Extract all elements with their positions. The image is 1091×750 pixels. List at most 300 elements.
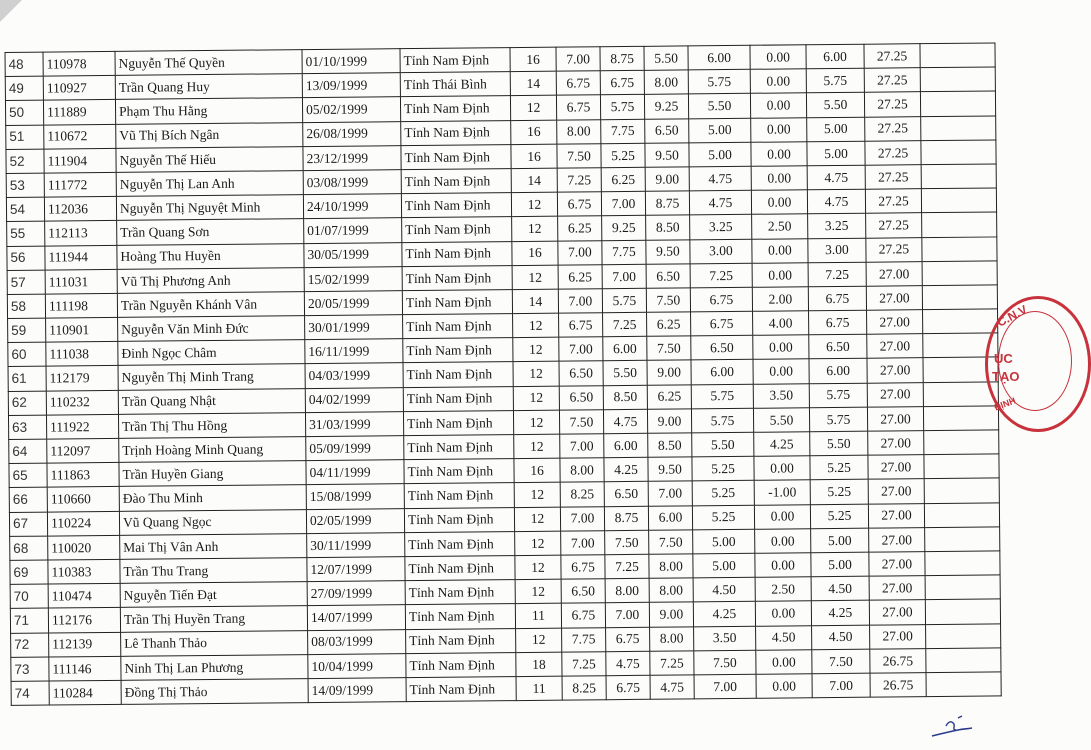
birth-date-cell: 13/09/1999 <box>302 73 400 98</box>
student-name-cell: Vũ Quang Ngọc <box>119 509 306 535</box>
score-2-cell: 9.25 <box>602 216 646 241</box>
birth-date-cell: 01/07/1999 <box>304 218 402 243</box>
score-5-cell: 0.00 <box>754 456 810 481</box>
score-6-cell: 7.25 <box>808 262 866 287</box>
row-number-cell: 60 <box>8 342 46 367</box>
province-cell: Tỉnh Nam Định <box>405 531 515 556</box>
score-6-cell: 7.50 <box>812 649 870 674</box>
score-5-cell: 0.00 <box>753 359 809 384</box>
score-5-cell: 0.00 <box>754 504 810 529</box>
group-code-cell: 12 <box>514 507 560 532</box>
score-1-cell: 8.00 <box>557 119 601 144</box>
score-5-cell: 4.25 <box>754 432 810 457</box>
table-body <box>5 43 1001 706</box>
province-cell: Tỉnh Thái Bình <box>400 72 510 97</box>
score-5-cell: 0.00 <box>753 335 809 360</box>
group-code-cell: 12 <box>512 265 558 290</box>
student-name-cell: Mai Thị Vân Anh <box>120 533 307 559</box>
score-1-cell: 7.50 <box>559 410 603 435</box>
empty-cell-cell <box>926 648 1001 673</box>
empty-cell-cell <box>921 164 996 189</box>
group-code-cell: 11 <box>515 603 561 628</box>
row-number-cell: 54 <box>6 197 44 222</box>
birth-date-cell: 15/08/1999 <box>306 484 404 509</box>
score-2-cell: 6.25 <box>601 167 645 192</box>
total-score-cell: 27.25 <box>864 44 920 69</box>
score-3-cell: 8.00 <box>649 578 693 603</box>
row-number-cell: 72 <box>11 633 49 658</box>
score-2-cell: 5.75 <box>602 288 646 313</box>
total-score-cell: 27.00 <box>869 576 925 601</box>
score-5-cell: 0.00 <box>751 190 807 215</box>
score-1-cell: 6.50 <box>559 361 603 386</box>
score-6-cell: 7.00 <box>812 673 870 698</box>
score-5-cell: 0.00 <box>751 142 807 167</box>
total-score-cell: 27.25 <box>865 165 921 190</box>
score-2-cell: 6.75 <box>600 71 644 96</box>
empty-cell-cell <box>922 212 997 237</box>
empty-cell-cell <box>922 236 997 261</box>
score-4-cell: 5.00 <box>689 118 751 143</box>
score-4-cell: 5.25 <box>692 505 754 530</box>
province-cell: Tỉnh Nam Định <box>400 48 510 73</box>
empty-cell-cell <box>925 599 1000 624</box>
total-score-cell: 27.00 <box>870 624 926 649</box>
score-4-cell: 6.00 <box>688 45 750 70</box>
total-score-cell: 27.25 <box>865 140 921 165</box>
score-1-cell: 6.75 <box>561 603 605 628</box>
score-2-cell: 5.75 <box>600 95 644 120</box>
score-1-cell: 6.75 <box>559 313 603 338</box>
candidate-number-cell: 112179 <box>46 366 118 391</box>
score-3-cell: 9.00 <box>645 167 689 192</box>
score-4-cell: 5.00 <box>693 529 755 554</box>
birth-date-cell: 02/05/1999 <box>306 508 404 533</box>
candidate-number-cell: 110224 <box>47 511 119 536</box>
score-3-cell: 7.25 <box>650 651 694 676</box>
province-cell: Tỉnh Nam Định <box>406 676 516 701</box>
birth-date-cell: 04/02/1999 <box>305 387 403 412</box>
score-3-cell: 7.50 <box>647 336 691 361</box>
empty-cell-cell <box>922 261 997 286</box>
score-4-cell: 7.00 <box>694 674 756 699</box>
score-2-cell: 7.00 <box>605 603 649 628</box>
province-cell: Tỉnh Nam Định <box>403 386 513 411</box>
student-name-cell: Nguyễn Thế Quyền <box>115 50 302 76</box>
birth-date-cell: 05/09/1999 <box>306 436 404 461</box>
row-number-cell: 58 <box>7 294 45 319</box>
total-score-cell: 27.00 <box>868 455 924 480</box>
score-1-cell: 7.00 <box>559 337 603 362</box>
total-score-cell: 27.25 <box>864 68 920 93</box>
score-3-cell: 6.00 <box>648 505 692 530</box>
score-4-cell: 4.25 <box>693 602 755 627</box>
score-5-cell: 2.50 <box>755 577 811 602</box>
score-1-cell: 6.75 <box>557 192 601 217</box>
score-5-cell: 0.00 <box>751 166 807 191</box>
results-table <box>4 42 1001 706</box>
score-1-cell: 7.00 <box>558 240 602 265</box>
candidate-number-cell: 110672 <box>44 124 116 149</box>
score-3-cell: 6.50 <box>646 264 690 289</box>
group-code-cell: 16 <box>511 120 557 145</box>
score-4-cell: 5.00 <box>689 142 751 167</box>
student-name-cell: Trần Quang Nhật <box>118 388 305 414</box>
total-score-cell: 27.00 <box>867 382 923 407</box>
row-number-cell: 62 <box>8 391 46 416</box>
score-1-cell: 7.00 <box>558 289 602 314</box>
score-2-cell: 7.75 <box>602 240 646 265</box>
score-2-cell: 6.75 <box>606 675 650 700</box>
score-5-cell: 3.50 <box>753 383 809 408</box>
score-3-cell: 6.25 <box>647 312 691 337</box>
score-6-cell: 5.00 <box>811 528 869 553</box>
student-name-cell: Nguyễn Văn Minh Đức <box>118 316 305 342</box>
group-code-cell: 12 <box>513 337 559 362</box>
score-5-cell: 0.00 <box>755 528 811 553</box>
empty-cell-cell <box>925 551 1000 576</box>
empty-cell-cell <box>921 116 996 141</box>
total-score-cell: 27.00 <box>868 431 924 456</box>
birth-date-cell: 14/07/1999 <box>307 605 405 630</box>
score-2-cell: 8.50 <box>603 385 647 410</box>
group-code-cell: 12 <box>515 555 561 580</box>
row-number-cell: 74 <box>11 681 49 706</box>
row-number-cell: 63 <box>8 415 46 440</box>
score-4-cell: 5.75 <box>688 69 750 94</box>
row-number-cell: 50 <box>5 100 43 125</box>
score-6-cell: 4.50 <box>812 625 870 650</box>
province-cell: Tỉnh Nam Định <box>406 652 516 677</box>
score-5-cell: 0.00 <box>755 601 811 626</box>
score-3-cell: 8.00 <box>644 70 688 95</box>
candidate-number-cell: 110232 <box>46 390 118 415</box>
score-1-cell: 7.00 <box>561 530 605 555</box>
total-score-cell: 27.00 <box>866 261 922 286</box>
score-2-cell: 7.75 <box>601 119 645 144</box>
candidate-number-cell: 110927 <box>43 76 115 101</box>
province-cell: Tỉnh Nam Định <box>403 410 513 435</box>
score-2-cell: 4.75 <box>606 651 650 676</box>
candidate-number-cell: 110660 <box>47 487 119 512</box>
score-6-cell: 5.00 <box>807 141 865 166</box>
signature-mark <box>928 712 978 742</box>
province-cell: Tỉnh Nam Định <box>401 193 511 218</box>
score-5-cell: 4.00 <box>753 311 809 336</box>
score-1-cell: 7.50 <box>557 143 601 168</box>
total-score-cell: 26.75 <box>870 648 926 673</box>
candidate-number-cell: 112176 <box>48 608 120 633</box>
row-number-cell: 55 <box>7 221 45 246</box>
student-name-cell: Trần Nguyễn Khánh Vân <box>117 291 304 317</box>
group-code-cell: 16 <box>511 144 557 169</box>
birth-date-cell: 26/08/1999 <box>303 121 401 146</box>
empty-cell-cell <box>920 67 995 92</box>
score-6-cell: 5.00 <box>807 117 865 142</box>
score-4-cell: 4.50 <box>693 577 755 602</box>
student-name-cell: Hoàng Thu Huyền <box>117 243 304 269</box>
score-5-cell: 0.00 <box>756 674 812 699</box>
score-6-cell: 6.50 <box>809 334 867 359</box>
row-number-cell: 59 <box>8 318 46 343</box>
score-4-cell: 6.75 <box>690 287 752 312</box>
student-name-cell: Trần Thu Trang <box>120 558 307 584</box>
row-number-cell: 52 <box>6 149 44 174</box>
province-cell: Tỉnh Nam Định <box>400 96 510 121</box>
score-3-cell: 8.50 <box>646 215 690 240</box>
candidate-number-cell: 110901 <box>46 317 118 342</box>
seal-text-line2: TẠO <box>992 369 1020 384</box>
score-6-cell: 5.25 <box>810 455 868 480</box>
score-6-cell: 3.00 <box>808 238 866 263</box>
birth-date-cell: 20/05/1999 <box>304 291 402 316</box>
empty-cell-cell <box>925 575 1000 600</box>
group-code-cell: 12 <box>512 216 558 241</box>
score-6-cell: 4.25 <box>811 600 869 625</box>
score-3-cell: 6.25 <box>647 385 691 410</box>
total-score-cell: 27.00 <box>866 286 922 311</box>
total-score-cell: 27.00 <box>867 310 923 335</box>
row-number-cell: 66 <box>9 487 47 512</box>
student-name-cell: Nguyễn Thế Hiếu <box>116 146 303 172</box>
group-code-cell: 12 <box>510 96 556 121</box>
row-number-cell: 49 <box>5 76 43 101</box>
province-cell: Tỉnh Nam Định <box>401 144 511 169</box>
score-3-cell: 8.75 <box>645 191 689 216</box>
score-2-cell: 6.00 <box>603 337 647 362</box>
score-3-cell: 8.50 <box>648 433 692 458</box>
row-number-cell: 68 <box>10 536 48 561</box>
province-cell: Tỉnh Nam Định <box>402 217 512 242</box>
student-name-cell: Trần Thị Huyền Trang <box>120 606 307 632</box>
empty-cell-cell <box>920 43 995 68</box>
score-2-cell: 7.50 <box>605 530 649 555</box>
candidate-number-cell: 110474 <box>48 583 120 608</box>
total-score-cell: 27.25 <box>866 213 922 238</box>
score-3-cell: 9.50 <box>648 457 692 482</box>
score-3-cell: 6.50 <box>645 118 689 143</box>
group-code-cell: 12 <box>513 313 559 338</box>
province-cell: Tỉnh Nam Định <box>402 241 512 266</box>
group-code-cell: 18 <box>516 652 562 677</box>
province-cell: Tỉnh Nam Định <box>401 169 511 194</box>
score-4-cell: 5.00 <box>693 553 755 578</box>
score-4-cell: 3.50 <box>694 626 756 651</box>
birth-date-cell: 04/11/1999 <box>306 460 404 485</box>
empty-cell-cell <box>923 406 998 431</box>
candidate-number-cell: 110383 <box>48 559 120 584</box>
empty-cell-cell <box>926 672 1001 697</box>
score-2-cell: 6.00 <box>604 433 648 458</box>
score-6-cell: 5.50 <box>810 431 868 456</box>
score-2-cell: 8.75 <box>600 46 644 71</box>
score-2-cell: 7.00 <box>602 264 646 289</box>
group-code-cell: 12 <box>513 362 559 387</box>
birth-date-cell: 16/11/1999 <box>305 339 403 364</box>
score-2-cell: 7.25 <box>603 312 647 337</box>
birth-date-cell: 08/03/1999 <box>308 629 406 654</box>
birth-date-cell: 10/04/1999 <box>308 653 406 678</box>
score-4-cell: 5.25 <box>692 481 754 506</box>
score-2-cell: 4.25 <box>604 457 648 482</box>
province-cell: Tỉnh Nam Định <box>404 507 514 532</box>
score-5-cell: 2.50 <box>752 214 808 239</box>
total-score-cell: 26.75 <box>870 673 926 698</box>
score-1-cell: 6.50 <box>559 385 603 410</box>
row-number-cell: 56 <box>7 246 45 271</box>
score-3-cell: 8.00 <box>650 626 694 651</box>
score-6-cell: 6.75 <box>809 310 867 335</box>
score-2-cell: 6.50 <box>604 482 648 507</box>
group-code-cell: 14 <box>511 168 557 193</box>
candidate-number-cell: 111198 <box>45 293 117 318</box>
score-4-cell: 5.50 <box>692 432 754 457</box>
score-3-cell: 7.50 <box>646 288 690 313</box>
student-name-cell: Trần Quang Sơn <box>117 219 304 245</box>
score-1-cell: 6.50 <box>561 579 605 604</box>
seal-text-line1: ỤC <box>994 351 1013 366</box>
candidate-number-cell: 111146 <box>49 656 121 681</box>
student-name-cell: Đinh Ngọc Châm <box>118 340 305 366</box>
row-number-cell: 57 <box>7 270 45 295</box>
score-6-cell: 5.25 <box>810 504 868 529</box>
row-number-cell: 51 <box>6 125 44 150</box>
student-name-cell: Vũ Thị Bích Ngân <box>116 122 303 148</box>
score-4-cell: 5.75 <box>691 384 753 409</box>
student-name-cell: Đào Thu Minh <box>119 485 306 511</box>
candidate-number-cell: 111772 <box>44 172 116 197</box>
score-4-cell: 5.25 <box>692 456 754 481</box>
empty-cell-cell <box>924 478 999 503</box>
score-4-cell: 6.75 <box>691 311 753 336</box>
birth-date-cell: 04/03/1999 <box>305 363 403 388</box>
candidate-number-cell: 111863 <box>47 463 119 488</box>
candidate-number-cell: 112036 <box>44 197 116 222</box>
row-number-cell: 65 <box>9 463 47 488</box>
score-1-cell: 6.75 <box>556 71 600 96</box>
score-3-cell: 9.25 <box>644 94 688 119</box>
group-code-cell: 14 <box>512 289 558 314</box>
score-1-cell: 7.00 <box>560 434 604 459</box>
total-score-cell: 27.00 <box>867 406 923 431</box>
group-code-cell: 16 <box>512 241 558 266</box>
row-number-cell: 53 <box>6 173 44 198</box>
score-3-cell: 9.00 <box>647 360 691 385</box>
candidate-number-cell: 110284 <box>49 680 121 705</box>
score-3-cell: 9.50 <box>645 143 689 168</box>
province-cell: Tỉnh Nam Định <box>402 265 512 290</box>
student-name-cell: Nguyễn Thị Minh Trang <box>118 364 305 390</box>
row-number-cell: 69 <box>10 560 48 585</box>
candidate-number-cell: 111031 <box>45 269 117 294</box>
province-cell: Tỉnh Nam Định <box>405 580 515 605</box>
score-6-cell: 4.75 <box>807 189 865 214</box>
candidate-number-cell: 112139 <box>49 632 121 657</box>
score-5-cell: 0.00 <box>750 45 806 70</box>
province-cell: Tỉnh Nam Định <box>404 435 514 460</box>
group-code-cell: 12 <box>515 531 561 556</box>
candidate-number-cell: 110020 <box>48 535 120 560</box>
score-2-cell: 7.25 <box>605 554 649 579</box>
birth-date-cell: 12/07/1999 <box>307 557 405 582</box>
score-1-cell: 6.25 <box>558 264 602 289</box>
score-4-cell: 6.00 <box>691 360 753 385</box>
score-6-cell: 5.25 <box>810 480 868 505</box>
score-5-cell: 0.00 <box>750 93 806 118</box>
score-3-cell: 9.50 <box>646 239 690 264</box>
score-1-cell: 8.25 <box>562 676 606 701</box>
total-score-cell: 27.00 <box>869 527 925 552</box>
score-4-cell: 3.25 <box>690 215 752 240</box>
score-1-cell: 6.75 <box>561 555 605 580</box>
score-4-cell: 4.75 <box>689 166 751 191</box>
score-3-cell: 9.00 <box>649 602 693 627</box>
student-name-cell: Nguyễn Tiến Đạt <box>120 582 307 608</box>
score-4-cell: 7.25 <box>690 263 752 288</box>
student-name-cell: Phạm Thu Hằng <box>115 98 302 124</box>
group-code-cell: 12 <box>513 386 559 411</box>
score-2-cell: 4.75 <box>603 409 647 434</box>
birth-date-cell: 01/10/1999 <box>302 49 400 74</box>
province-cell: Tỉnh Nam Định <box>404 459 514 484</box>
score-4-cell: 5.75 <box>691 408 753 433</box>
seal-text-top: C.N.V <box>994 302 1030 330</box>
score-6-cell: 6.00 <box>809 359 867 384</box>
student-name-cell: Vũ Thị Phương Anh <box>117 267 304 293</box>
score-4-cell: 6.50 <box>691 336 753 361</box>
score-3-cell: 4.75 <box>650 675 694 700</box>
candidate-number-cell: 111904 <box>44 148 116 173</box>
birth-date-cell: 14/09/1999 <box>308 678 406 703</box>
score-1-cell: 6.25 <box>558 216 602 241</box>
score-2-cell: 5.50 <box>603 361 647 386</box>
score-3-cell: 8.00 <box>649 554 693 579</box>
birth-date-cell: 27/09/1999 <box>307 581 405 606</box>
score-6-cell: 5.75 <box>809 383 867 408</box>
province-cell: Tỉnh Nam Định <box>405 556 515 581</box>
score-3-cell: 7.50 <box>649 530 693 555</box>
score-1-cell: 7.00 <box>560 506 604 531</box>
group-code-cell: 12 <box>511 192 557 217</box>
birth-date-cell: 23/12/1999 <box>303 145 401 170</box>
seal-text-bottom: ĐỊNH <box>992 395 1018 413</box>
row-number-cell: 48 <box>5 52 43 77</box>
score-6-cell: 6.75 <box>808 286 866 311</box>
row-number-cell: 73 <box>11 657 49 682</box>
score-5-cell: 0.00 <box>752 262 808 287</box>
score-5-cell: 5.50 <box>753 408 809 433</box>
student-name-cell: Trần Thị Thu Hồng <box>118 412 305 438</box>
score-6-cell: 4.75 <box>807 165 865 190</box>
score-4-cell: 3.00 <box>690 239 752 264</box>
score-6-cell: 4.50 <box>811 576 869 601</box>
score-5-cell: 0.00 <box>752 238 808 263</box>
total-score-cell: 27.00 <box>869 600 925 625</box>
row-number-cell: 61 <box>8 367 46 392</box>
province-cell: Tỉnh Nam Định <box>403 338 513 363</box>
group-code-cell: 12 <box>514 483 560 508</box>
total-score-cell: 27.25 <box>865 116 921 141</box>
student-name-cell: Trịnh Hoàng Minh Quang <box>119 437 306 463</box>
candidate-number-cell: 111944 <box>45 245 117 270</box>
score-3-cell: 9.00 <box>647 409 691 434</box>
student-name-cell: Đồng Thị Thảo <box>121 678 308 704</box>
score-6-cell: 5.00 <box>811 552 869 577</box>
birth-date-cell: 30/05/1999 <box>304 242 402 267</box>
score-2-cell: 5.25 <box>601 143 645 168</box>
group-code-cell: 12 <box>516 628 562 653</box>
score-2-cell: 7.00 <box>601 191 645 216</box>
